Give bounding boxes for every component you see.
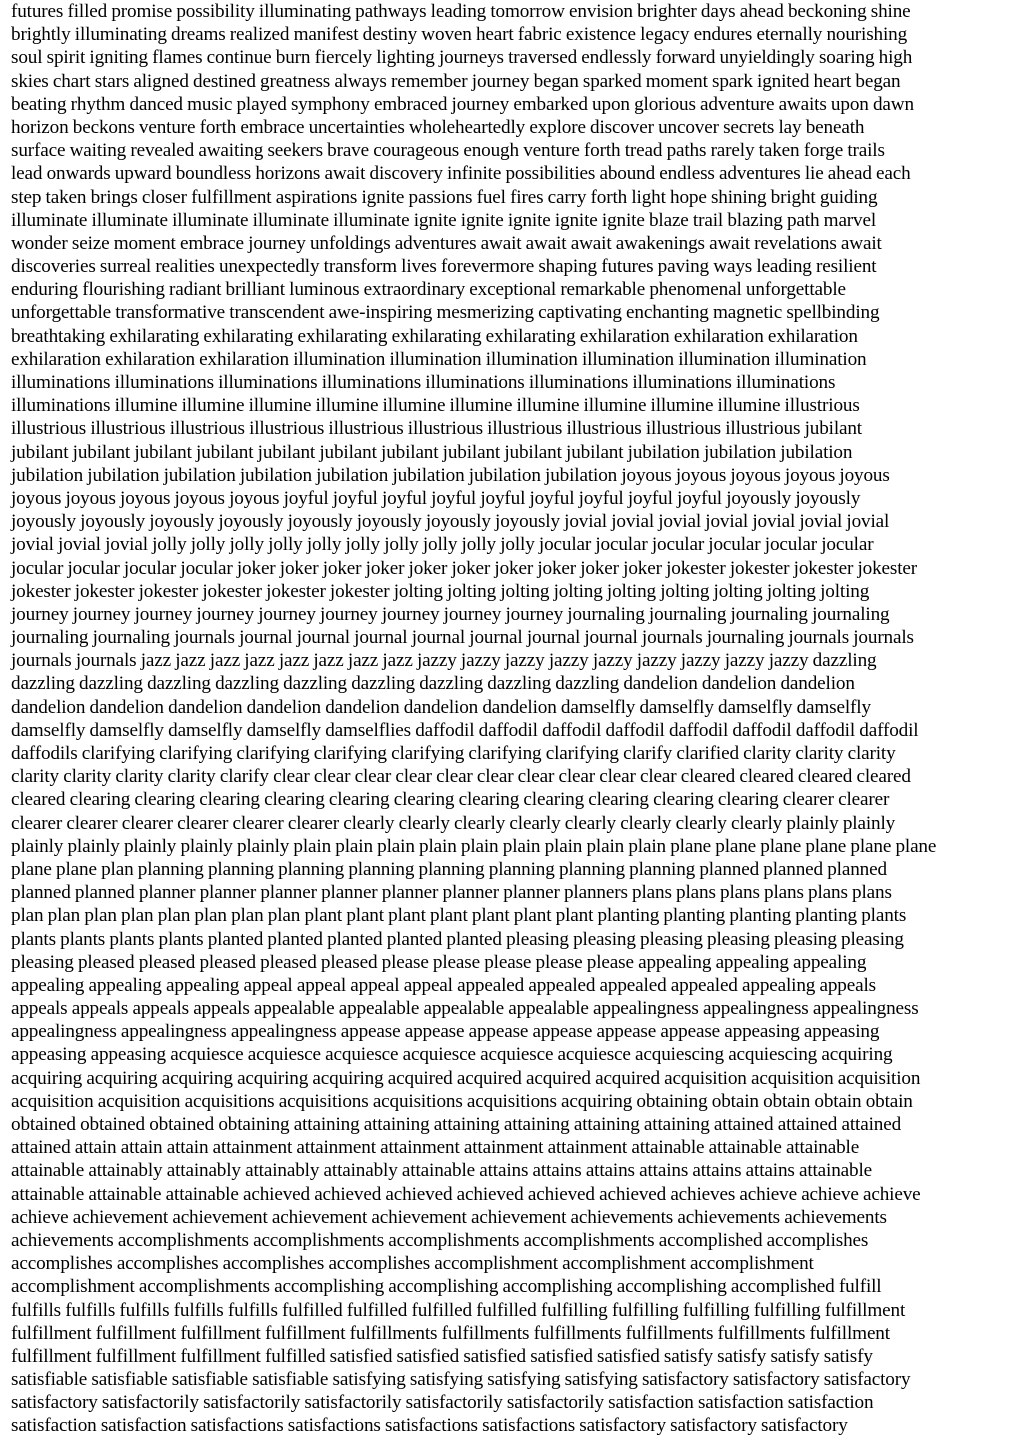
text-line: lead onwards upward boundless horizons await discovery infinite possibilities abound endless adventures lie ahead each (11, 163, 911, 185)
text-line: pleasing pleased pleased pleased pleased pleased please please please please please appealing appealing appealing (11, 951, 867, 973)
text-line: discoveries surreal realities unexpectedly transform lives forevermore shaping futures paving ways leading resilient (11, 256, 877, 278)
text-line: fulfills fulfills fulfills fulfills fulfills fulfilled fulfilled fulfilled fulfilled fulfilling fulfilling fulfilling fulfilling fulfillment (11, 1299, 906, 1321)
text-line: appeasing appeasing acquiesce acquiesce acquiesce acquiesce acquiesce acquiesce acquiescing acquiescing acquiring (11, 1044, 893, 1066)
text-line: joyously joyously joyously joyously joyously joyously joyously joyously jovial jovial jovial jovial jovial jovial jovial (11, 511, 890, 533)
text-line: satisfaction satisfaction satisfactions satisfactions satisfactions satisfactions satisfactory satisfactory satisfactory (11, 1415, 848, 1437)
text-line: attainable attainably attainably attainably attainably attainable attains attains attains attains attains attains attainable (11, 1160, 873, 1182)
text-line: plane plane plan planning planning planning planning planning planning planning planning planned planned planned (11, 858, 887, 880)
text-line: appealing appealing appealing appeal appeal appeal appeal appealed appealed appealed appealed appealing appeals (11, 974, 876, 996)
text-line: dandelion dandelion dandelion dandelion dandelion dandelion dandelion damselfly damselfly damselfly damselfly (11, 696, 871, 718)
text-line: horizon beckons venture forth embrace uncertainties wholeheartedly explore discover uncover secrets lay beneath (11, 116, 865, 138)
text-line: brightly illuminating dreams realized manifest destiny woven heart fabric existence legacy endures eternally nourishing (11, 24, 908, 46)
text-line: journals journals jazz jazz jazz jazz jazz jazz jazz jazz jazzy jazzy jazzy jazzy jazzy jazzy jazzy jazzy jazzy dazzling (11, 650, 877, 672)
text-line: achieve achievement achievement achievement achievement achievement achievements achievements achievements (11, 1206, 887, 1228)
text-line: illuminate illuminate illuminate illuminate illuminate ignite ignite ignite ignite ignite blaze trail blazing path marvel (11, 209, 877, 231)
text-line: acquisition acquisition acquisitions acquisitions acquisitions acquisitions acquiring obtaining obtain obtain obtain obtain (11, 1090, 913, 1112)
text-line: clearer clearer clearer clearer clearer clearer clearly clearly clearly clearly clearly clearly clearly clearly plainly plainly (11, 812, 896, 834)
text-line: illuminations illumine illumine illumine illumine illumine illumine illumine illumine illumine illumine illustrious (11, 395, 860, 417)
text-line: fulfillment fulfillment fulfillment fulfillment fulfillments fulfillments fulfillments fulfillments fulfillments fulfillment (11, 1322, 890, 1344)
text-line: jubilant jubilant jubilant jubilant jubilant jubilant jubilant jubilant jubilant jubilant jubilation jubilation jubilation (11, 441, 853, 463)
text-line: enduring flourishing radiant brilliant luminous extraordinary exceptional remarkable phenomenal unforgettable (11, 279, 846, 301)
text-line: satisfactory satisfactorily satisfactorily satisfactorily satisfactorily satisfactorily satisfaction satisfaction satisfaction (11, 1392, 874, 1414)
text-line: illuminations illuminations illuminations illuminations illuminations illuminations illuminations illuminations (11, 372, 836, 393)
text-line: jocular jocular jocular jocular joker joker joker joker joker joker joker joker joker joker jokester jokester jokester jokester (11, 557, 917, 579)
text-line: surface waiting revealed awaiting seekers brave courageous enough venture forth tread paths rarely taken forge trails (11, 140, 885, 162)
text-line: journaling journaling journals journal journal journal journal journal journal journal journals journaling journals journals (11, 627, 914, 649)
text-line: cleared clearing clearing clearing clearing clearing clearing clearing clearing clearing clearing clearing clearer clearer (11, 789, 890, 811)
text-line: beating rhythm danced music played symphony embraced journey embarked upon glorious adventure awaits upon dawn (11, 93, 914, 115)
text-line: daffodils clarifying clarifying clarifying clarifying clarifying clarifying clarifying clarify clarified clarity clarity clarity (11, 743, 896, 764)
text-line: acquiring acquiring acquiring acquiring acquiring acquired acquired acquired acquired acquisition acquisition acquisition (11, 1067, 921, 1089)
text-line: wonder seize moment embrace journey unfoldings adventures await await await awakenings await revelations await (11, 232, 882, 254)
text-line: attainable attainable attainable achieved achieved achieved achieved achieved achieved achieves achieve achieve achieve (11, 1183, 921, 1205)
text-line: jokester jokester jokester jokester jokester jokester jolting jolting jolting jolting jolting jolting jolting jolting jolting (11, 580, 870, 602)
text-line: appealingness appealingness appealingness appease appease appease appease appease appease appeasing appeasing (11, 1021, 880, 1043)
text-line: futures filled promise possibility illuminating pathways leading tomorrow envision brighter days ahead beckoning shine (11, 1, 911, 22)
text-line: breathtaking exhilarating exhilarating exhilarating exhilarating exhilarating exhilaration exhilaration exhilaration (11, 325, 858, 347)
text-line: achievements accomplishments accomplishments accomplishments accomplishments accomplished accomplishes (11, 1229, 869, 1251)
text-line: attained attain attain attain attainment attainment attainment attainment attainment attainable attainable attainable (11, 1137, 860, 1159)
text-line: accomplishes accomplishes accomplishes accomplishes accomplishment accomplishment accomplishment (11, 1253, 814, 1275)
text-line: jubilation jubilation jubilation jubilation jubilation jubilation jubilation jubilation joyous joyous joyous joyous joyous (11, 464, 890, 486)
text-line: joyous joyous joyous joyous joyous joyful joyful joyful joyful joyful joyful joyful joyful joyful joyously joyously (11, 487, 861, 509)
text-line: plan plan plan plan plan plan plan plan plant plant plant plant plant plant plant planting planting planting planting plants (11, 905, 907, 927)
text-line: soul spirit igniting flames continue burn fiercely lighting journeys traversed endlessly forward unyieldingly soaring high (11, 47, 913, 69)
text-line: unforgettable transformative transcendent awe-inspiring mesmerizing captivating enchanting magnetic spellbinding (11, 302, 880, 324)
text-line: dazzling dazzling dazzling dazzling dazzling dazzling dazzling dazzling dazzling dandelion dandelion dandelion (11, 673, 855, 695)
text-line: satisfiable satisfiable satisfiable satisfiable satisfying satisfying satisfying satisfying satisfactory satisfactory satisfactory (11, 1369, 911, 1391)
text-line: plants plants plants plants planted planted planted planted planted pleasing pleasing pleasing pleasing pleasing pleasing (11, 928, 904, 950)
text-line: skies chart stars aligned destined greatness always remember journey began sparked moment spark ignited heart began (11, 70, 901, 92)
text-line: jovial jovial jovial jolly jolly jolly jolly jolly jolly jolly jolly jolly jolly jocular jocular jocular jocular jocular jocular (11, 534, 874, 556)
text-line: obtained obtained obtained obtaining attaining attaining attaining attaining attaining attaining attained attained attained (11, 1114, 902, 1135)
text-line: illustrious illustrious illustrious illustrious illustrious illustrious illustrious illustrious illustrious illustrious jubilant (11, 418, 862, 440)
text-line: fulfillment fulfillment fulfillment fulfilled satisfied satisfied satisfied satisfied satisfied satisfy satisfy satisfy satisfy (11, 1345, 873, 1367)
text-line: damselfly damselfly damselfly damselfly damselflies daffodil daffodil daffodil daffodil daffodil daffodil daffodil daffodil (11, 719, 919, 741)
text-line: exhilaration exhilaration exhilaration illumination illumination illumination illumination illumination illumination (11, 348, 867, 370)
text-line: accomplishment accomplishments accomplishing accomplishing accomplishing accomplishing accomplished fulfill (11, 1276, 882, 1298)
text-line: planned planned planner planner planner planner planner planner planner planners plans plans plans plans plans plans (11, 882, 892, 904)
text-line: step taken brings closer fulfillment aspirations ignite passions fuel fires carry forth light hope shining bright guiding (11, 186, 878, 208)
text-line: clarity clarity clarity clarity clarify clear clear clear clear clear clear clear clear clear clear cleared cleared cleared cleared (11, 766, 911, 788)
text-line: appeals appeals appeals appeals appealable appealable appealable appealable appealingness appealingness appealingness (11, 998, 919, 1020)
text-line: plainly plainly plainly plainly plainly plain plain plain plain plain plain plain plain plain plane plane plane plane plane plane (11, 835, 937, 857)
text-line: journey journey journey journey journey journey journey journey journey journaling journaling journaling journaling (11, 603, 890, 625)
